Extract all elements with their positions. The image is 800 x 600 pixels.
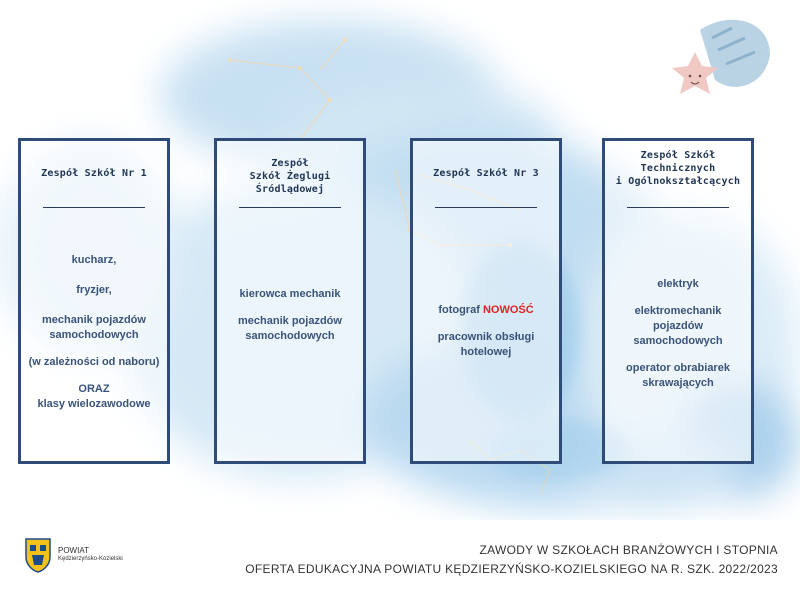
school-card-3 xyxy=(410,138,562,464)
footer-heading: ZAWODY W SZKOŁACH BRANŻOWYCH I STOPNIA xyxy=(479,543,778,557)
footer-subheading: OFERTA EDUKACYJNA POWIATU KĘDZIERZYŃSKO-KOZIELSKIEGO NA R. SZK. 2022/2023 xyxy=(245,562,778,576)
school-card-title: Zespół Szkół Nr 1 xyxy=(41,168,147,179)
profession-list xyxy=(609,277,747,391)
profession-item: mechanik pojazdów xyxy=(42,314,146,326)
new-badge: NOWOŚĆ xyxy=(482,304,534,316)
logo-title: POWIAT xyxy=(58,546,89,555)
profession-item: operator obrabiarek xyxy=(626,362,730,374)
profession-list xyxy=(25,253,163,412)
county-coat-of-arms-icon xyxy=(24,537,52,573)
profession-item: mechanik pojazdów xyxy=(238,315,342,327)
title-divider xyxy=(435,207,537,208)
profession-item: samochodowych xyxy=(245,330,335,342)
profession-item: elektryk xyxy=(657,278,699,290)
profession-item: hotelowej xyxy=(460,346,512,358)
profession-item: samochodowych xyxy=(49,329,139,341)
profession-item: elektromechanik pojazdów xyxy=(634,305,722,332)
title-divider xyxy=(43,207,145,208)
school-card-1 xyxy=(18,138,170,464)
profession-item: fryzjer, xyxy=(76,284,112,296)
profession-item: kierowca mechanik xyxy=(239,288,341,300)
school-card-title: Zespół Szkół Technicznych i Ogólnokształcących xyxy=(615,150,741,187)
profession-list xyxy=(417,303,555,360)
school-card-title: Zespół Szkół Żeglugi Śródlądowej xyxy=(249,158,331,195)
school-card-title: Zespół Szkół Nr 3 xyxy=(433,168,539,179)
title-divider xyxy=(627,207,729,208)
title-divider xyxy=(239,207,341,208)
profession-item: ORAZ xyxy=(78,383,110,395)
logo-subtitle: Kędzierzyńsko-Kozielski xyxy=(58,556,123,562)
profession-item: pracownik obsługi xyxy=(437,331,535,343)
profession-item: (w zależności od naboru) xyxy=(28,356,160,368)
profession-list xyxy=(221,287,359,344)
profession-item: skrawających xyxy=(642,377,714,389)
profession-item: kucharz, xyxy=(71,254,117,266)
profession-item: fotograf NOWOŚĆ xyxy=(438,304,534,316)
school-card-4 xyxy=(602,138,754,464)
profession-item: klasy wielozawodowe xyxy=(37,398,151,410)
school-card-2 xyxy=(214,138,366,464)
profession-item: samochodowych xyxy=(633,335,723,347)
